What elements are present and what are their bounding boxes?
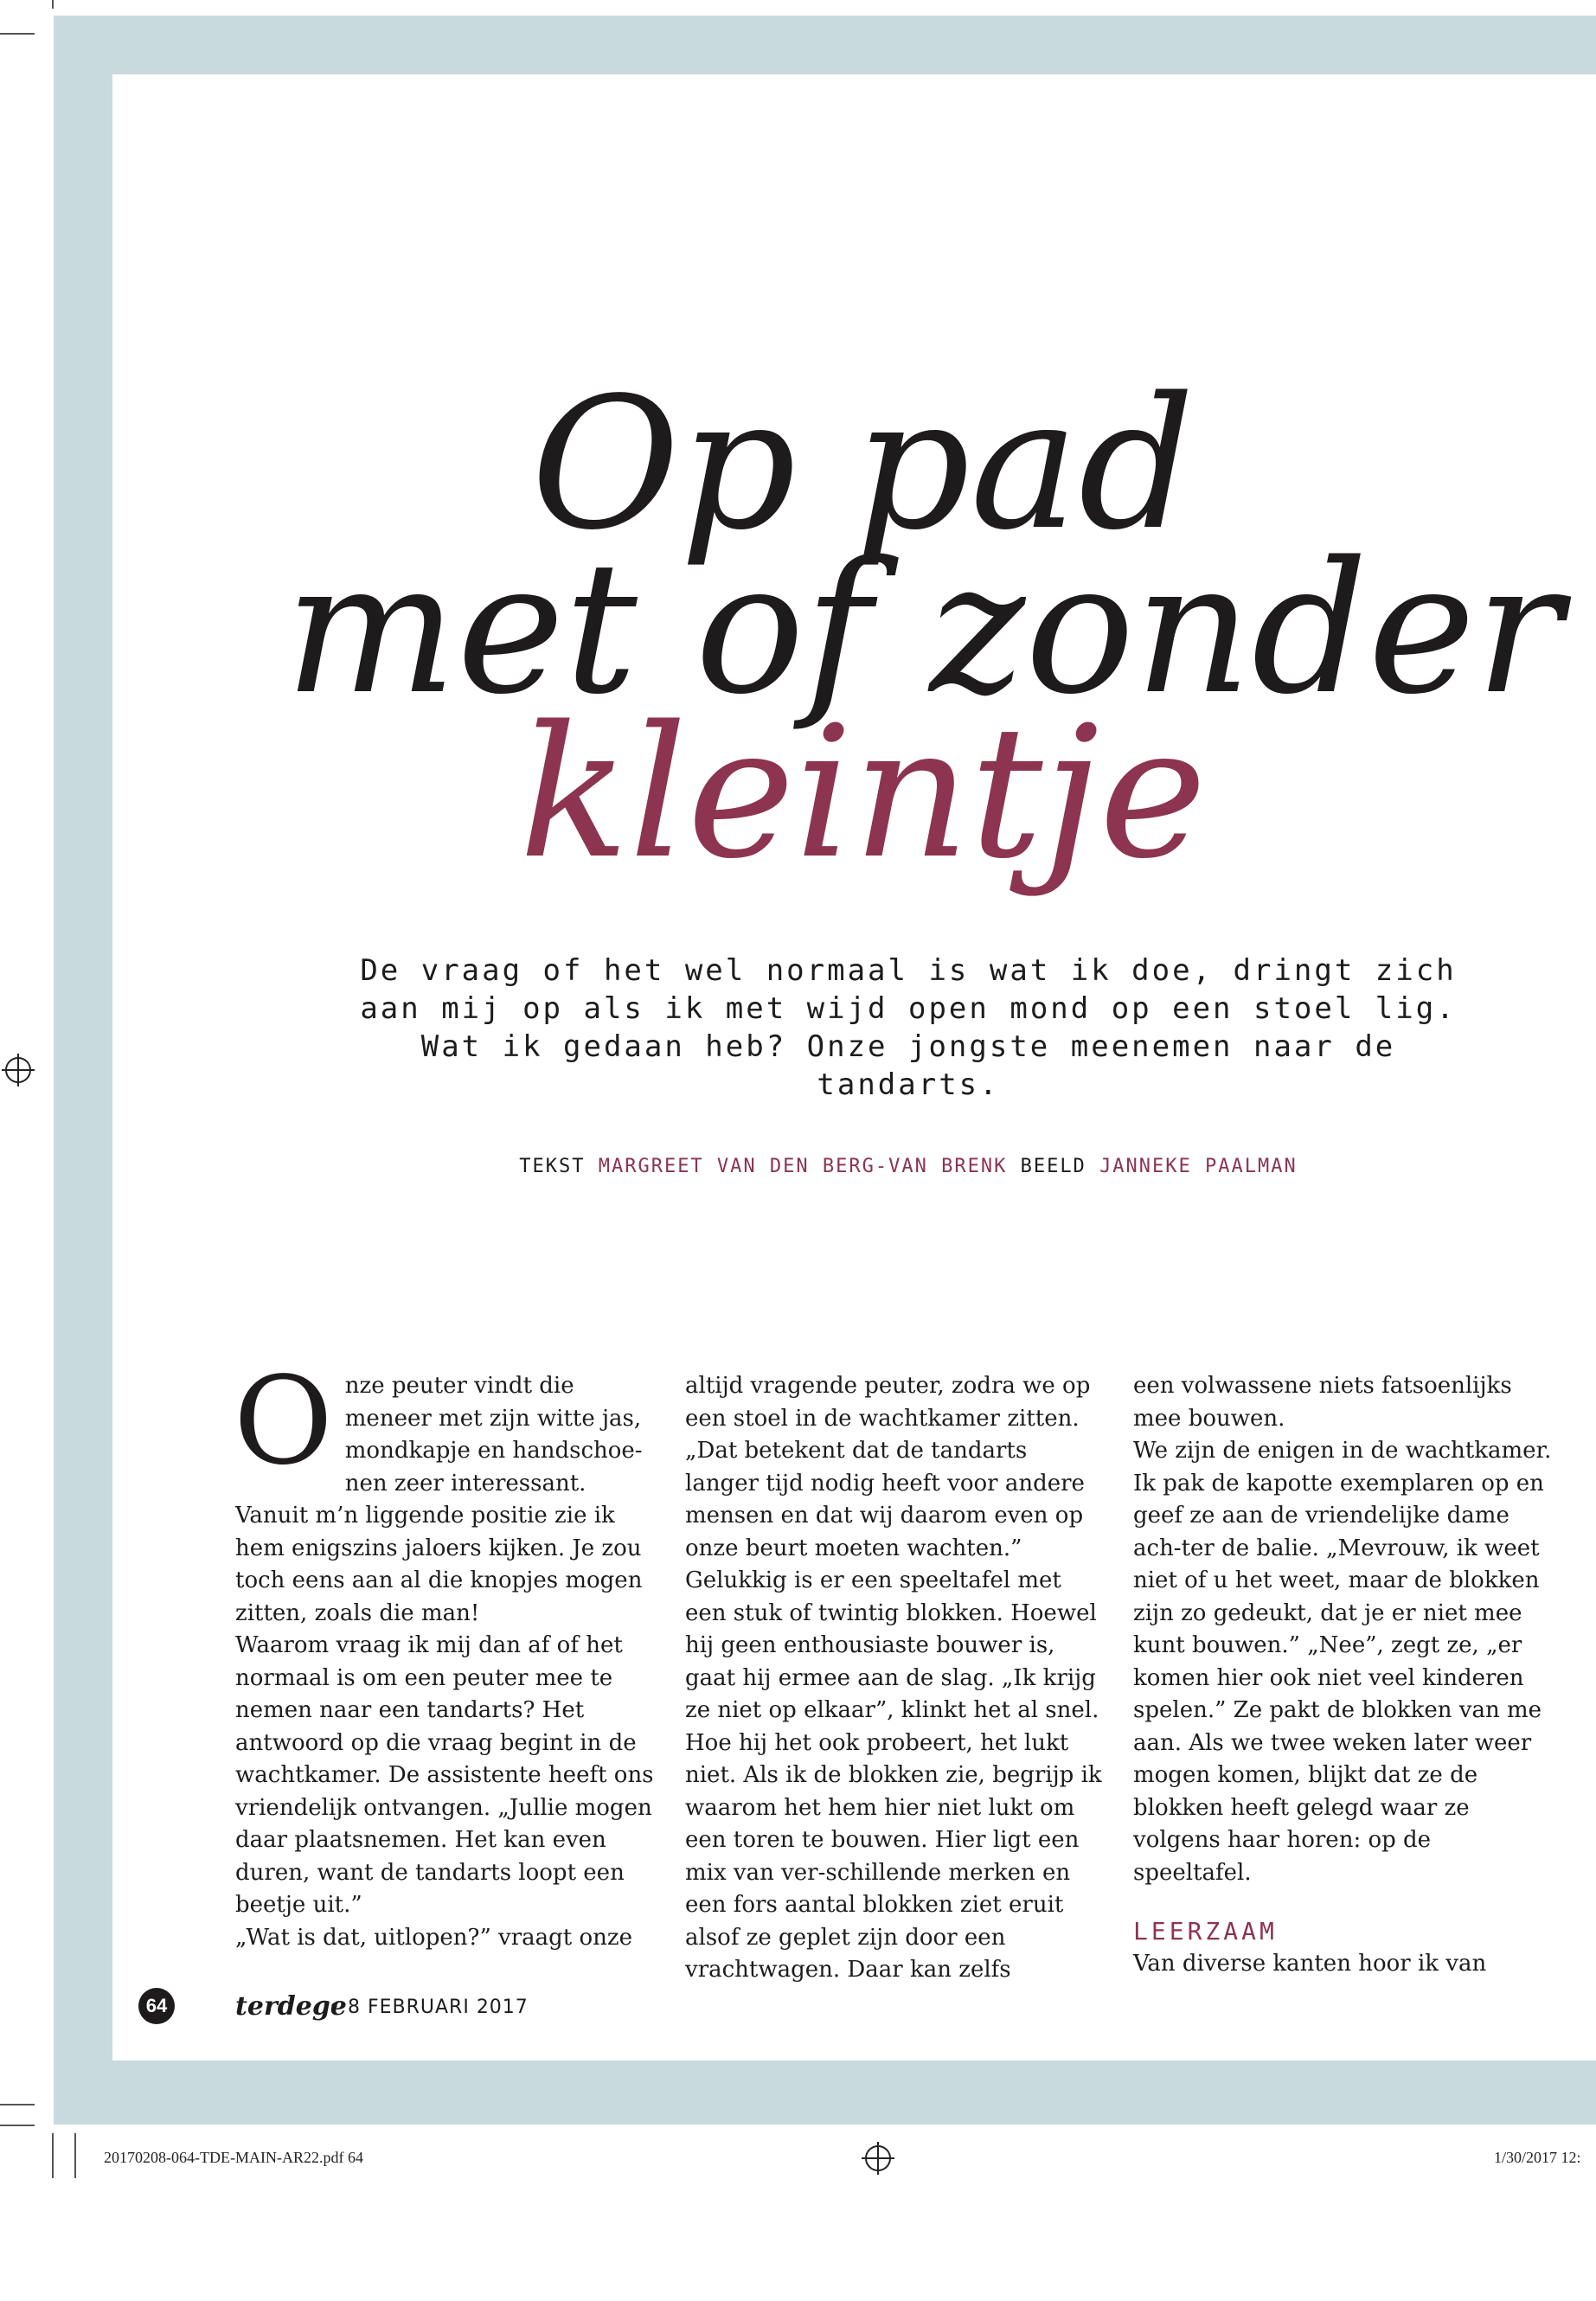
paragraph: Waarom vraag ik mij dan af of het normaal is om een peuter mee te nemen naar een tandarts? Het antwoord op die vraag begint in de wachtkamer. De assistente heeft ons vriendelijk ontvangen. „Jullie mogen daar plaatsnemen. Het kan even duren, want de tandarts loopt een beetje uit.” <box>235 1632 654 1918</box>
credit-image-author: JANNEKE PAALMAN <box>1099 1156 1298 1177</box>
crop-mark <box>52 0 54 9</box>
registration-mark-icon <box>5 1057 31 1083</box>
article-column-3 <box>1133 1370 1553 1980</box>
credit-image-label: BEELD <box>1020 1156 1086 1177</box>
drop-cap: O <box>234 1351 333 1492</box>
print-slug-filename: 20170208-064-TDE-MAIN-AR22.pdf 64 <box>104 2149 363 2166</box>
credits-line <box>329 1156 1488 1177</box>
paragraph: altijd vragende peuter, zodra we op een stoel in de wachtkamer zitten. „Dat betekent dat de tandarts langer tijd nodig heeft voor andere mensen en dat wij daarom even op onze beurt moeten wachten.” <box>685 1373 1091 1561</box>
article-column-1 <box>234 1351 655 1954</box>
issue-date: • 8 FEBRUARI 2017 <box>329 1997 529 2018</box>
paragraph: We zijn de enigen in de wachtkamer. Ik pak de kapotte exemplaren op en geef ze aan de vriendelijke dame ach-ter de balie. „Mevrouw, ik weet niet of u het weet, maar de blokken zijn zo gedeukt, dat je er niet mee kunt bouwen.” „Nee”, zegt ze, „er komen hier ook niet veel kinderen spelen.” Ze pakt de blokken van me aan. Als we twee weken later weer mogen komen, blijkt dat ze de blokken heeft gelegd waar ze volgens haar horen: op de speeltafel. <box>1133 1438 1552 1886</box>
registration-mark-icon <box>865 2145 891 2171</box>
crop-mark <box>0 2125 35 2126</box>
paragraph: Van diverse kanten hoor ik van <box>1133 1950 1487 1977</box>
headline-line-2: met of zonder <box>285 522 1562 734</box>
intro-paragraph: De vraag of het wel normaal is wat ik doe, dringt zich aan mij op als ik met wijd open mond op een stoel lig. Wat ik gedaan heb? Onze jongste meenemen naar de tandarts. <box>360 953 1457 1102</box>
headline-line-1: Op pad <box>530 358 1195 570</box>
crop-mark <box>0 2104 35 2106</box>
section-subheading: LEERZAAM <box>1133 1917 1278 1945</box>
headline-line-3: kleintje <box>519 687 1207 899</box>
crop-mark <box>52 2133 54 2178</box>
magazine-logo: terdege <box>235 1991 347 2022</box>
paragraph: nze peuter vindt die meneer met zijn witte jas, mondkapje en handschoe-nen zeer interessant. Vanuit m’n liggende positie zie ik hem enigszins jaloers kijken. Je zou toch eens aan al die knopjes mogen zitten, zoals die man! <box>235 1373 643 1626</box>
page-number-badge: 64 <box>138 1988 175 2024</box>
paragraph: „Wat is dat, uitlopen?” vraagt onze <box>235 1924 632 1951</box>
print-slug-date: 1/30/2017 12: <box>1494 2149 1581 2166</box>
crop-mark <box>0 33 35 35</box>
credit-text-author: MARGREET VAN DEN BERG-VAN BRENK <box>598 1156 1008 1177</box>
article-column-2 <box>685 1370 1105 1987</box>
crop-mark <box>74 2133 76 2178</box>
paragraph: een volwassene niets fatsoenlijks mee bouwen. <box>1133 1373 1512 1432</box>
paragraph: Gelukkig is er een speeltafel met een stuk of twintig blokken. Hoewel hij geen enthousiaste bouwer is, gaat hij ermee aan de slag. „Ik krijg ze niet op elkaar”, klinkt het al snel. Hoe hij het ook probeert, het lukt niet. Als ik de blokken zie, begrijp ik waarom het hem hier niet lukt om een toren te bouwen. Hier ligt een mix van ver-schillende merken en een fors aantal blokken ziet eruit alsof ze geplet zijn door een vrachtwagen. Daar kan zelfs <box>685 1567 1102 1983</box>
credit-text-label: TEKST <box>519 1156 586 1177</box>
